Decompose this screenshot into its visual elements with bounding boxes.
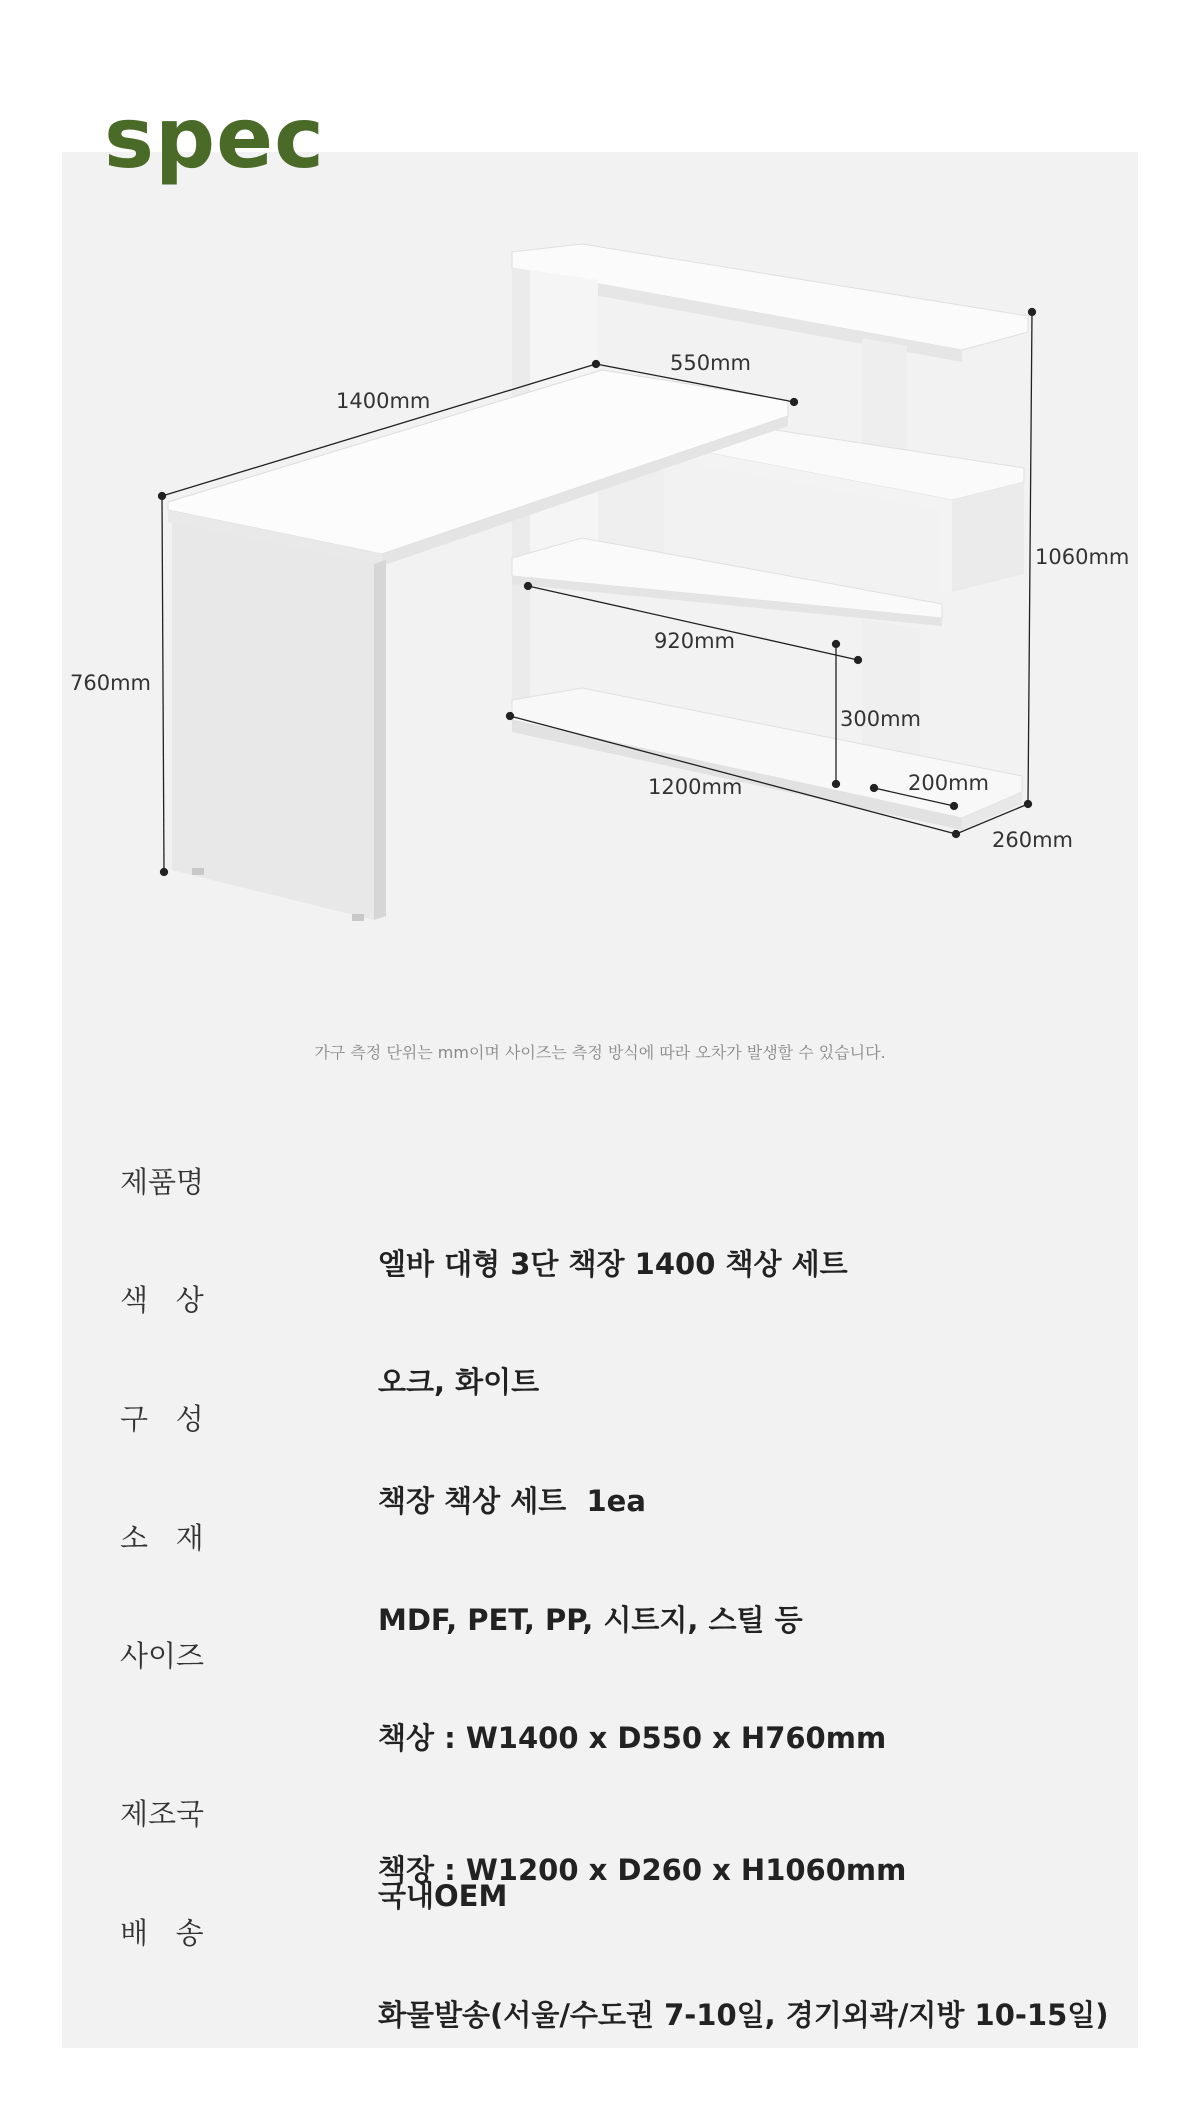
spec-label: 배 송 xyxy=(120,1916,204,1950)
spec-value: 오크, 화이트 xyxy=(378,1365,540,1399)
spec-value: 책상 : W1400 x D550 x H760mm 책장 : W1200 x D260 x H1060mm xyxy=(378,1721,907,1887)
product-dimension-diagram xyxy=(62,220,1138,960)
spec-value: 책장 책상 세트 1ea xyxy=(378,1484,646,1518)
spec-value: 국내OEM xyxy=(378,1879,508,1913)
spec-value: 화물발송(서울/수도권 7-10일, 경기외곽/지방 10-15일) xyxy=(378,1998,1109,2032)
measurement-note: 가구 측정 단위는 mm이며 사이즈는 측정 방식에 따라 오차가 발생할 수 있습니다. xyxy=(314,1043,886,1062)
spec-label: 색 상 xyxy=(120,1283,204,1317)
dim-label-shelf-inner-width: 920mm xyxy=(654,629,735,653)
dim-label-shelf-height: 1060mm xyxy=(1035,545,1130,569)
spec-value: 엘바 대형 3단 책장 1400 책상 세트 xyxy=(378,1247,848,1281)
dim-label-desk-height: 760mm xyxy=(70,671,151,695)
spec-label: 제품명 xyxy=(120,1165,205,1199)
spec-heading: spec xyxy=(104,89,325,187)
spec-label: 사이즈 xyxy=(120,1639,205,1673)
bookshelf-illustration xyxy=(512,244,1028,830)
spec-label: 구 성 xyxy=(120,1402,204,1436)
spec-label: 소 재 xyxy=(120,1521,204,1555)
dim-label-shelf-width: 1200mm xyxy=(648,775,743,799)
dim-label-desk-width: 1400mm xyxy=(336,389,431,413)
dim-label-desk-depth: 550mm xyxy=(670,351,751,375)
dim-label-shelf-depth-small: 200mm xyxy=(908,771,989,795)
spec-label: 제조국 xyxy=(120,1797,205,1831)
spec-value: MDF, PET, PP, 시트지, 스틸 등 xyxy=(378,1603,803,1637)
dim-label-shelf-gap: 300mm xyxy=(840,707,921,731)
dim-label-shelf-depth: 260mm xyxy=(992,828,1073,852)
